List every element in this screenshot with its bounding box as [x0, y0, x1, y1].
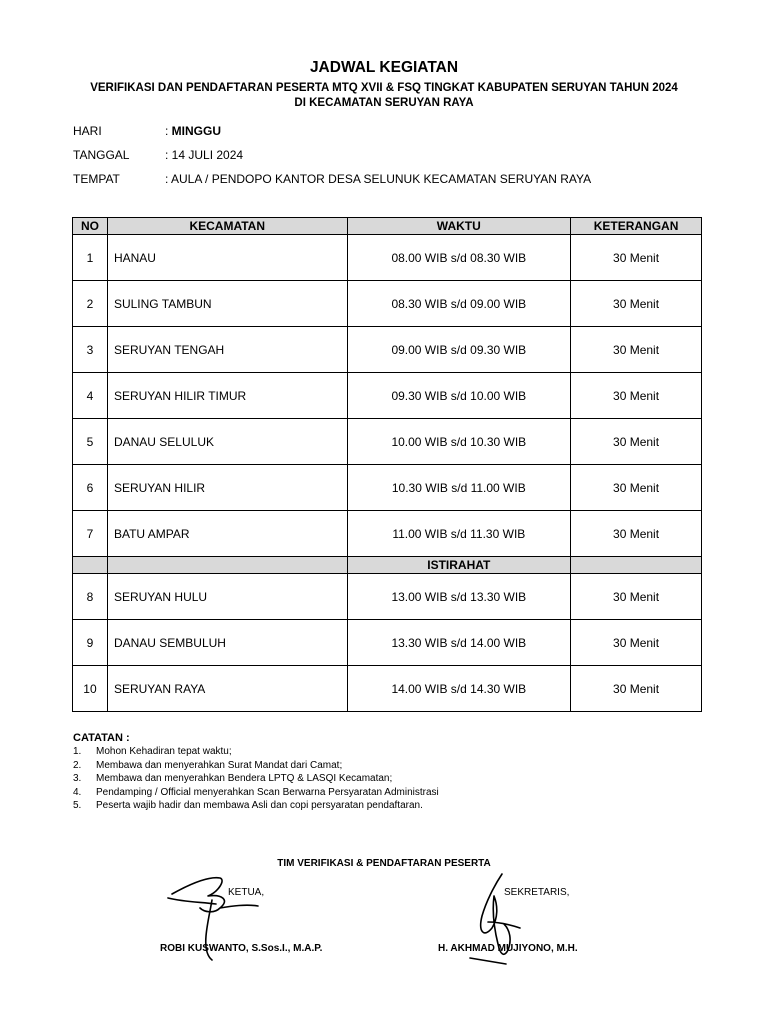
header-waktu: WAKTU — [347, 218, 571, 235]
row-kecamatan: SULING TAMBUN — [107, 281, 347, 327]
hari-label: HARI — [73, 124, 102, 138]
row-no: 5 — [73, 419, 108, 465]
note-number: 4. — [73, 786, 82, 798]
note-text: Mohon Kehadiran tepat waktu; — [96, 746, 232, 757]
table-row — [73, 511, 702, 557]
note-item — [73, 759, 343, 774]
row-no: 7 — [73, 511, 108, 557]
row-no: 2 — [73, 281, 108, 327]
break-cell-kecamatan — [107, 557, 347, 574]
row-waktu: 13.00 WIB s/d 13.30 WIB — [347, 574, 571, 620]
document-title: JADWAL KEGIATAN — [309, 59, 459, 76]
note-number: 2. — [73, 759, 82, 771]
sekretaris-label: SEKRETARIS, — [504, 887, 570, 898]
row-keterangan: 30 Menit — [571, 666, 702, 712]
ketua-signature — [160, 862, 280, 972]
row-keterangan: 30 Menit — [571, 465, 702, 511]
row-no: 1 — [73, 235, 108, 281]
note-text: Membawa dan menyerahkan Surat Mandat dari Camat; — [96, 759, 343, 771]
row-kecamatan: SERUYAN RAYA — [107, 666, 347, 712]
row-no: 6 — [73, 465, 108, 511]
table-row — [73, 327, 702, 373]
break-row — [73, 557, 702, 574]
table-row — [73, 620, 702, 666]
header-keterangan: KETERANGAN — [571, 218, 702, 235]
row-waktu: 09.30 WIB s/d 10.00 WIB — [347, 373, 571, 419]
note-item — [73, 786, 439, 801]
subtitle-line-2: DI KECAMATAN SERUYAN RAYA — [294, 97, 474, 109]
break-cell-keterangan — [571, 557, 702, 574]
note-number: 3. — [73, 773, 82, 784]
hari-value-wrap: : MINGGU — [165, 124, 222, 138]
hari-value: MINGGU — [171, 124, 222, 138]
row-waktu: 09.00 WIB s/d 09.30 WIB — [347, 327, 571, 373]
row-keterangan: 30 Menit — [571, 620, 702, 666]
document-subtitle — [0, 81, 768, 111]
row-kecamatan: HANAU — [107, 235, 347, 281]
row-waktu: 10.00 WIB s/d 10.30 WIB — [347, 419, 571, 465]
sekretaris-name: H. AKHMAD MUJIYONO, M.H. — [438, 943, 578, 954]
note-number: 1. — [73, 746, 82, 757]
note-text: Peserta wajib hadir dan membawa Asli dan copi persyaratan pendaftaran. — [96, 800, 423, 811]
note-number: 5. — [73, 800, 82, 811]
table-header-row — [73, 218, 702, 235]
row-no: 10 — [73, 666, 108, 712]
table-row — [73, 419, 702, 465]
ketua-label: KETUA, — [228, 887, 265, 898]
row-waktu: 08.00 WIB s/d 08.30 WIB — [347, 235, 571, 281]
row-keterangan: 30 Menit — [571, 419, 702, 465]
note-item — [73, 746, 232, 760]
row-kecamatan: SERUYAN HILIR TIMUR — [107, 373, 347, 419]
notes-section — [73, 732, 439, 814]
table-row — [73, 465, 702, 511]
break-cell-no — [73, 557, 108, 574]
sekretaris-signature — [458, 866, 538, 976]
note-item — [73, 773, 393, 787]
tanggal-label: TANGGAL — [73, 148, 130, 162]
row-waktu: 08.30 WIB s/d 09.00 WIB — [347, 281, 571, 327]
row-waktu: 10.30 WIB s/d 11.00 WIB — [347, 465, 571, 511]
note-text: Membawa dan menyerahkan Bendera LPTQ & LASQI Kecamatan; — [96, 773, 393, 784]
break-label: ISTIRAHAT — [347, 557, 571, 574]
row-keterangan: 30 Menit — [571, 327, 702, 373]
table-row — [73, 281, 702, 327]
tanggal-value: 14 JULI 2024 — [171, 148, 244, 162]
note-text: Pendamping / Official menyerahkan Scan Berwarna Persyaratan Administrasi — [96, 786, 439, 798]
row-no: 3 — [73, 327, 108, 373]
row-no: 8 — [73, 574, 108, 620]
note-item — [73, 800, 423, 814]
schedule-table — [72, 217, 702, 712]
table-row — [73, 666, 702, 712]
tempat-value: AULA / PENDOPO KANTOR DESA SELUNUK KECAMATAN SERUYAN RAYA — [171, 172, 592, 186]
subtitle-line-1: VERIFIKASI DAN PENDAFTARAN PESERTA MTQ XVII & FSQ TINGKAT KABUPATEN SERUYAN TAHUN 2024 — [90, 82, 678, 94]
row-keterangan: 30 Menit — [571, 281, 702, 327]
table-row — [73, 373, 702, 419]
notes-heading: CATATAN : — [73, 732, 130, 744]
row-kecamatan: SERUYAN HILIR — [107, 465, 347, 511]
row-keterangan: 30 Menit — [571, 574, 702, 620]
header-kecamatan: KECAMATAN — [107, 218, 347, 235]
row-kecamatan: BATU AMPAR — [107, 511, 347, 557]
row-keterangan: 30 Menit — [571, 235, 702, 281]
table-row — [73, 235, 702, 281]
tempat-label: TEMPAT — [73, 172, 120, 186]
row-waktu: 11.00 WIB s/d 11.30 WIB — [347, 511, 571, 557]
row-kecamatan: DANAU SELULUK — [107, 419, 347, 465]
row-keterangan: 30 Menit — [571, 511, 702, 557]
header-no: NO — [73, 218, 108, 235]
row-kecamatan: SERUYAN TENGAH — [107, 327, 347, 373]
row-kecamatan: SERUYAN HULU — [107, 574, 347, 620]
tempat-value-wrap: : AULA / PENDOPO KANTOR DESA SELUNUK KECAMATAN SERUYAN RAYA — [165, 172, 592, 186]
row-no: 9 — [73, 620, 108, 666]
row-no: 4 — [73, 373, 108, 419]
row-waktu: 14.00 WIB s/d 14.30 WIB — [347, 666, 571, 712]
team-heading: TIM VERIFIKASI & PENDAFTARAN PESERTA — [277, 858, 491, 869]
ketua-name: ROBI KUSWANTO, S.Sos.I., M.A.P. — [160, 943, 323, 954]
table-row — [73, 574, 702, 620]
row-waktu: 13.30 WIB s/d 14.00 WIB — [347, 620, 571, 666]
tanggal-value-wrap: : 14 JULI 2024 — [165, 148, 244, 162]
row-kecamatan: DANAU SEMBULUH — [107, 620, 347, 666]
row-keterangan: 30 Menit — [571, 373, 702, 419]
